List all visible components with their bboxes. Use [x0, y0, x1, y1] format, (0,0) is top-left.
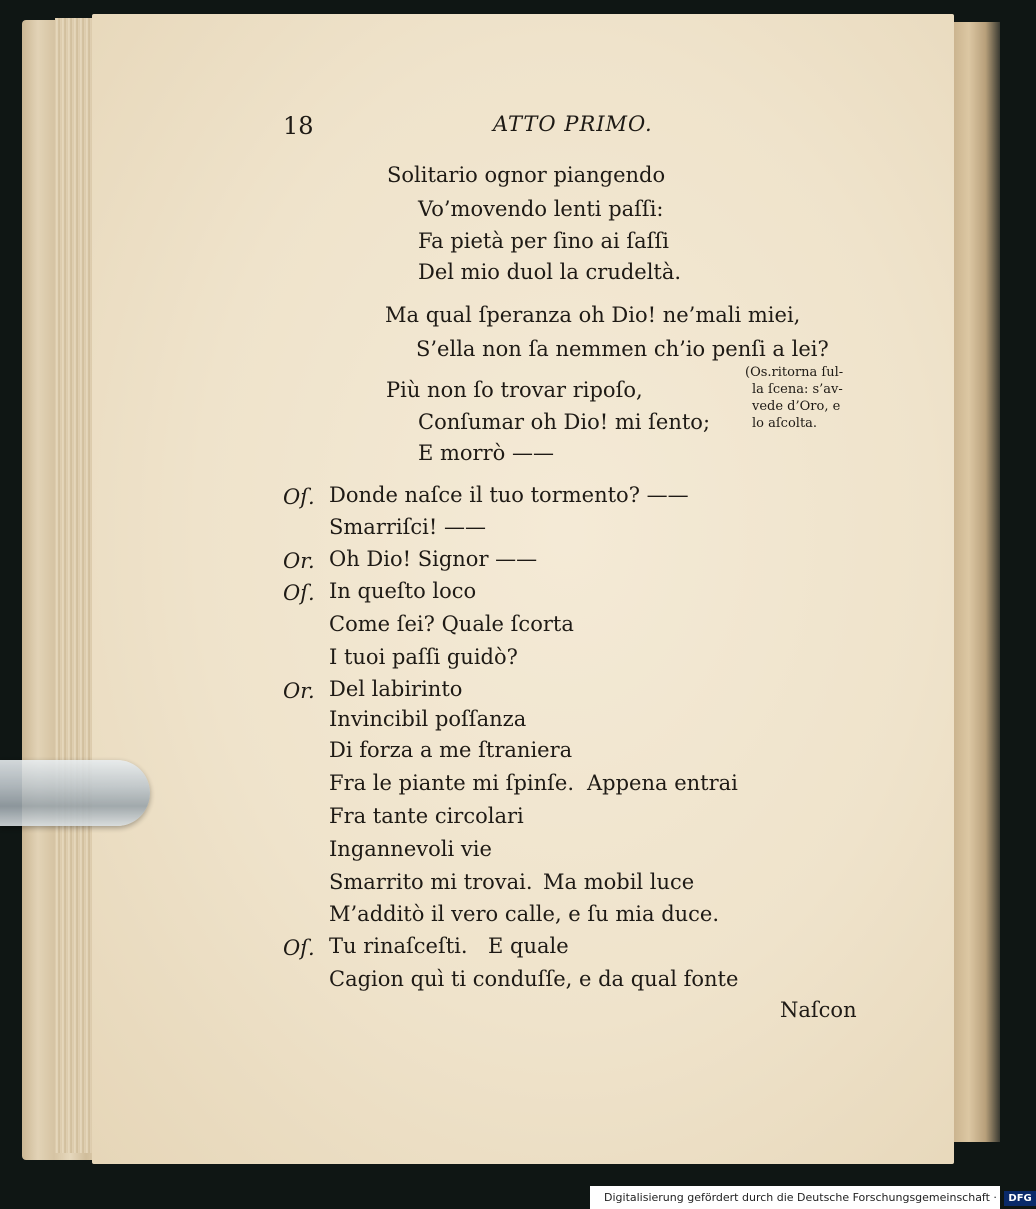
verse-line: Appena entrai: [587, 771, 738, 795]
verse-line: Donde naſce il tuo tormento? ——: [329, 483, 689, 507]
verse-line: Vo’movendo lenti paſſi:: [418, 197, 664, 221]
verse-line: E quale: [488, 934, 569, 958]
stage-direction-line: la ſcena: s’av-: [752, 382, 843, 397]
verse-line: Cagion quì ti conduſſe, e da qual fonte: [329, 967, 739, 991]
speaker-label: Or.: [283, 679, 315, 703]
verse-line: S’ella non ſa nemmen ch’io penſi a lei?: [416, 337, 829, 361]
verse-line: Smarrito mi trovai.: [329, 870, 533, 894]
verse-line: Del mio duol la crudeltà.: [418, 260, 682, 284]
page-clip: [0, 760, 150, 826]
verse-line: Conſumar oh Dio! mi ſento;: [418, 410, 711, 434]
dfg-logo: DFG: [1004, 1191, 1035, 1206]
footer-text: Digitalisierung gefördert durch die Deutsche Forschungsgemeinschaft ·: [604, 1191, 997, 1204]
verse-line: In queſto loco: [329, 579, 477, 603]
speaker-label: Or.: [283, 549, 315, 573]
verse-line: M’additò il vero calle, e ſu mia duce.: [329, 902, 720, 926]
verse-line: Oh Dio! Signor ——: [329, 547, 538, 571]
stage-direction-line: lo aſcolta.: [752, 416, 818, 431]
verse-line: Del labirinto: [329, 677, 463, 701]
running-title: ATTO PRIMO.: [493, 112, 653, 136]
verse-line: Solitario ognor piangendo: [387, 163, 666, 187]
stage-direction-line: (Os.ritorna ſul-: [745, 365, 844, 380]
footer-credit: [590, 1186, 1032, 1209]
verse-line: Più non ſo trovar ripoſo,: [386, 378, 643, 402]
verse-line: Fra tante circolari: [329, 804, 524, 828]
verse-line: I tuoi paſſi guidò?: [329, 645, 518, 669]
verse-line: Come ſei? Quale ſcorta: [329, 612, 574, 636]
verse-line: Di forza a me ſtraniera: [329, 738, 573, 762]
verse-line: E morrò ——: [418, 441, 554, 465]
verse-line: Ma qual ſperanza oh Dio! ne’mali miei,: [385, 303, 801, 327]
verse-line: Invincibil poſſanza: [329, 707, 527, 731]
verse-line: Smarriſci! ——: [329, 515, 486, 539]
speaker-label: Oſ.: [283, 581, 315, 605]
stage-direction-line: vede d’Oro, e: [752, 399, 841, 414]
verse-line: Tu rinaſceſti.: [329, 934, 468, 958]
catchword: Naſcon: [780, 998, 857, 1022]
right-page-edge: [952, 22, 1000, 1142]
speaker-label: Oſ.: [283, 485, 315, 509]
verse-line: Ma mobil luce: [543, 870, 695, 894]
verse-line: Ingannevoli vie: [329, 837, 492, 861]
verse-line: Fra le piante mi ſpinſe.: [329, 771, 575, 795]
speaker-label: Oſ.: [283, 936, 315, 960]
verse-line: Fa pietà per ſino ai ſaſſi: [418, 229, 669, 253]
page-number: 18: [283, 112, 314, 140]
